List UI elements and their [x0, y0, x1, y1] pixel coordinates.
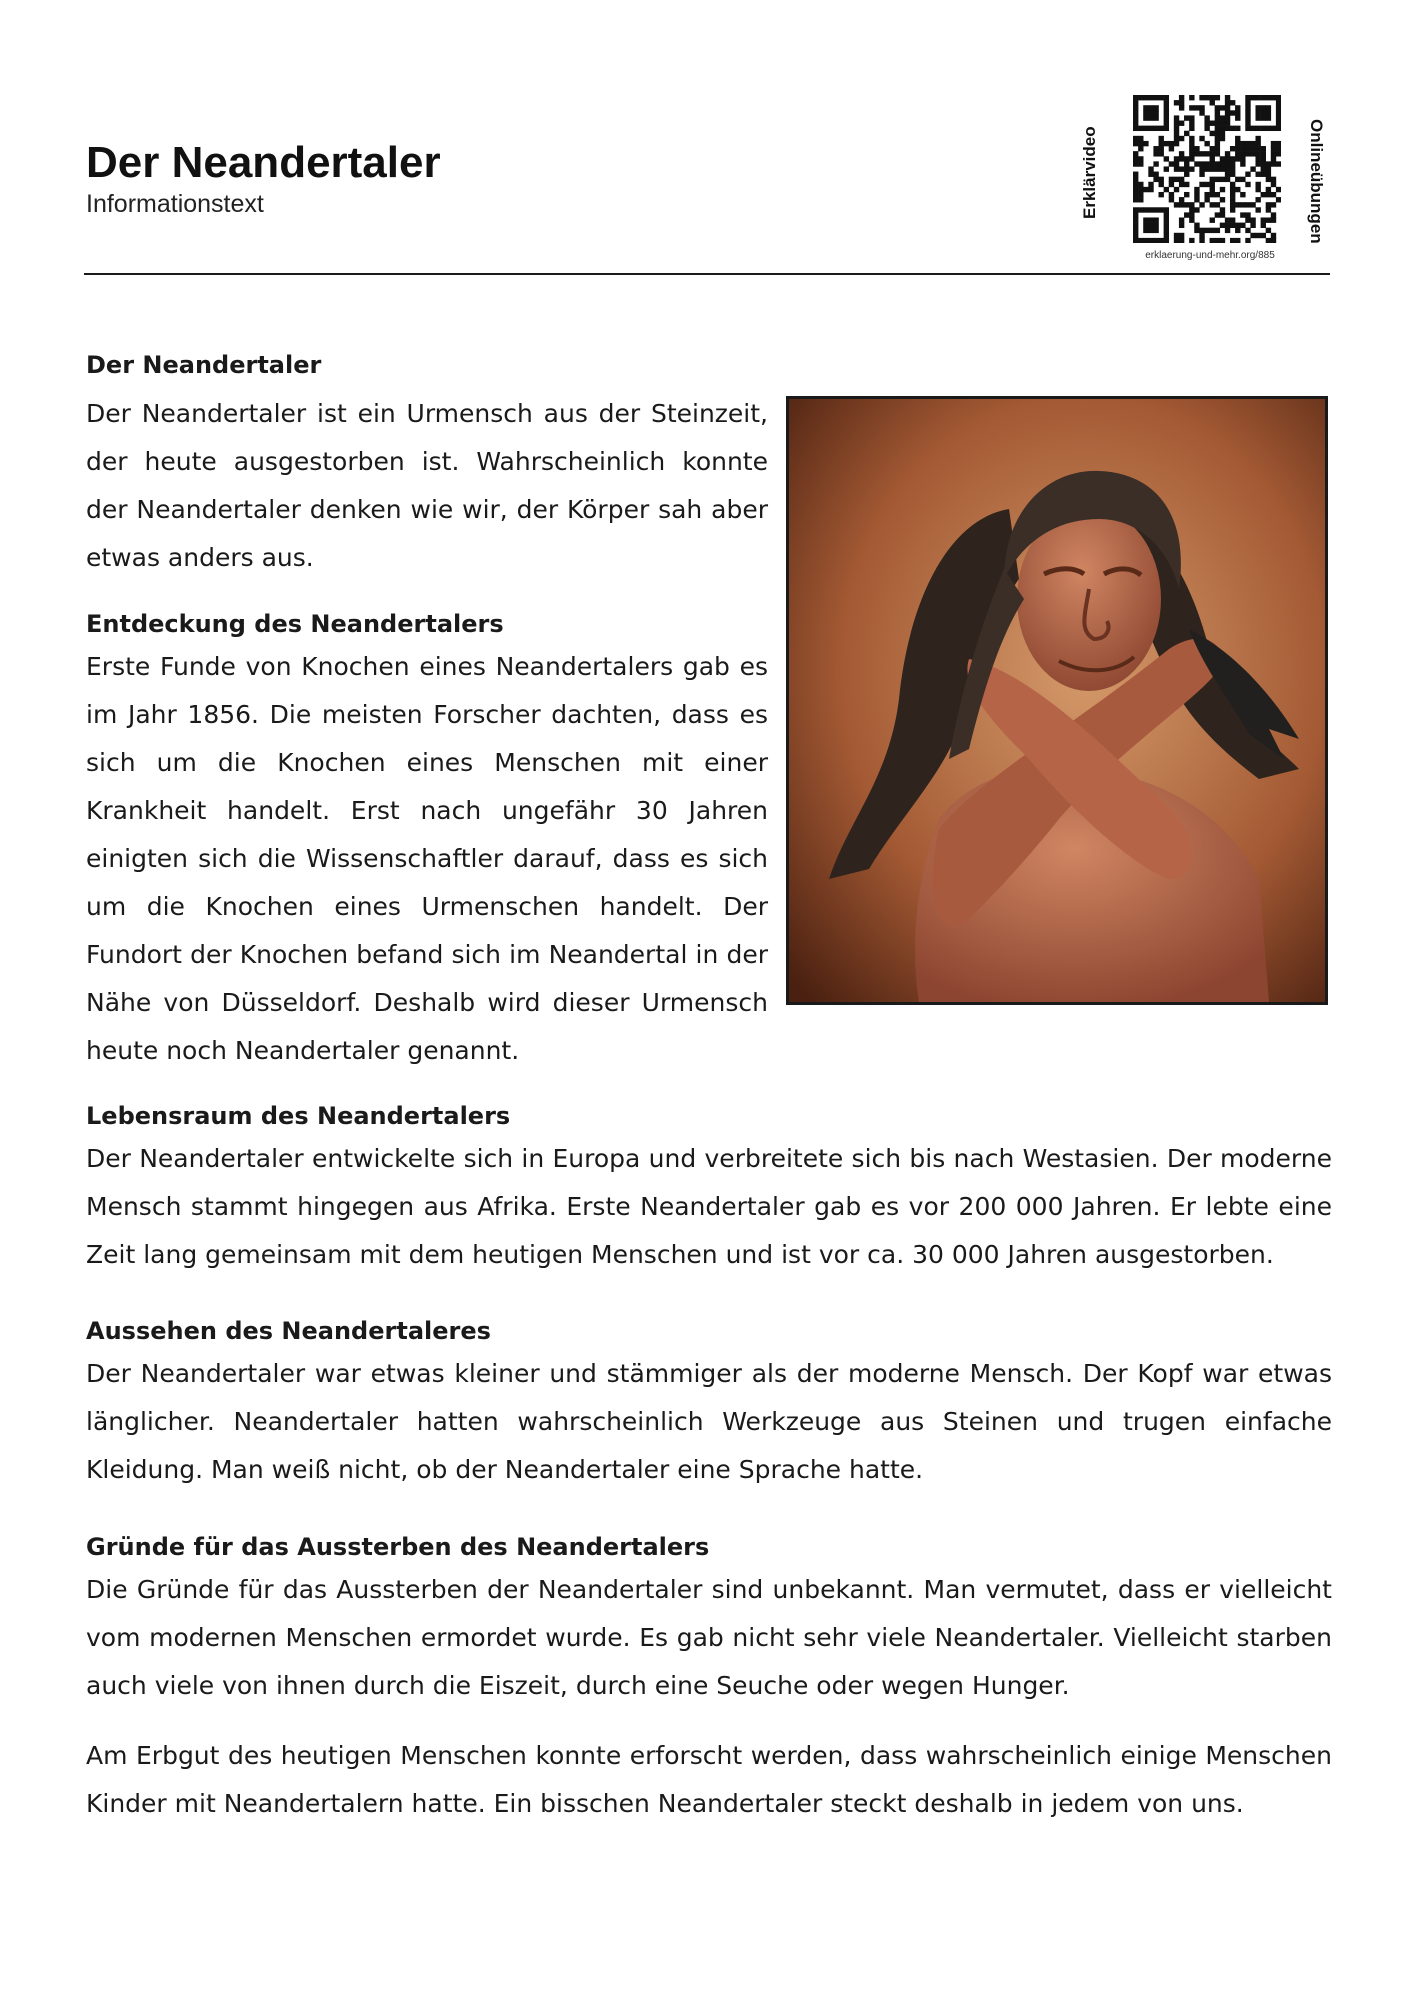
section-heading-habitat: Lebensraum des Neandertalers: [86, 1102, 511, 1130]
qr-code-icon[interactable]: [1133, 95, 1281, 243]
online-exercises-label: Onlineübungen: [1307, 118, 1326, 244]
section-text-genome: Am Erbgut des heutigen Menschen konnte erforscht werden, dass wahrscheinlich einige Menschen Kinder mit Neandertalern hatte. Ein bisschen Neandertaler steckt deshalb in jedem von uns.: [86, 1741, 1332, 1818]
section-heading-discovery: Entdeckung des Neandertalers: [86, 610, 504, 638]
neanderthal-photo: [786, 396, 1328, 1005]
section-text-habitat: Der Neandertaler entwickelte sich in Europa und verbreitete sich bis nach Westasien. Der moderne Mensch stammt hingegen aus Afrika. Erste Neandertaler gab es vor 200 000 Jahren. Er lebte eine Zeit lang gemeinsam mit dem heutigen Menschen und ist vor ca. 30 000 Jahren ausgestorben.: [86, 1144, 1332, 1269]
qr-url[interactable]: erklaerung-und-mehr.org/885: [1145, 250, 1275, 261]
neanderthal-illustration: [789, 399, 1325, 1002]
qr-code-graphic: [1133, 95, 1281, 243]
section-text-intro: Der Neandertaler ist ein Urmensch aus der Steinzeit, der heute ausgestorben ist. Wahrscheinlich konnte der Neandertaler denken wie wir, der Körper sah aber etwas anders aus.: [86, 399, 768, 572]
section-heading-appearance: Aussehen des Neandertaleres: [86, 1317, 491, 1345]
page-title: Der Neandertaler: [86, 138, 441, 187]
section-text-discovery: Erste Funde von Knochen eines Neandertalers gab es im Jahr 1856. Die meisten Forscher dachten, dass es sich um die Knochen eines Menschen mit einer Krankheit handelt. Erst nach ungefähr 30 Jahren einigten sich die Wissenschaftler darauf, dass es sich um die Knochen eines Urmenschen handelt. Der Fundort der Knochen befand sich im Neandertal in der Nähe von Düsseldorf. Deshalb wird dieser Urmensch heute noch Neandertaler genannt.: [86, 652, 768, 1065]
section-text-extinction: Die Gründe für das Aussterben der Neandertaler sind unbekannt. Man vermutet, dass er vielleicht vom modernen Menschen ermordet wurde. Es gab nicht sehr viele Neandertaler. Vielleicht starben auch viele von ihnen durch die Eiszeit, durch eine Seuche oder wegen Hunger.: [86, 1575, 1332, 1700]
section-text-appearance: Der Neandertaler war etwas kleiner und stämmiger als der moderne Mensch. Der Kopf war etwas länglicher. Neandertaler hatten wahrscheinlich Werkzeuge aus Steinen und trugen einfache Kleidung. Man weiß nicht, ob der Neandertaler eine Sprache hatte.: [86, 1359, 1332, 1484]
section-heading-extinction: Gründe für das Aussterben des Neandertalers: [86, 1533, 710, 1561]
section-heading-intro: Der Neandertaler: [86, 351, 322, 379]
page-subtitle: Informationstext: [86, 190, 264, 218]
explainer-video-label: Erklärvideo: [1080, 126, 1099, 220]
header-divider: [84, 273, 1330, 275]
